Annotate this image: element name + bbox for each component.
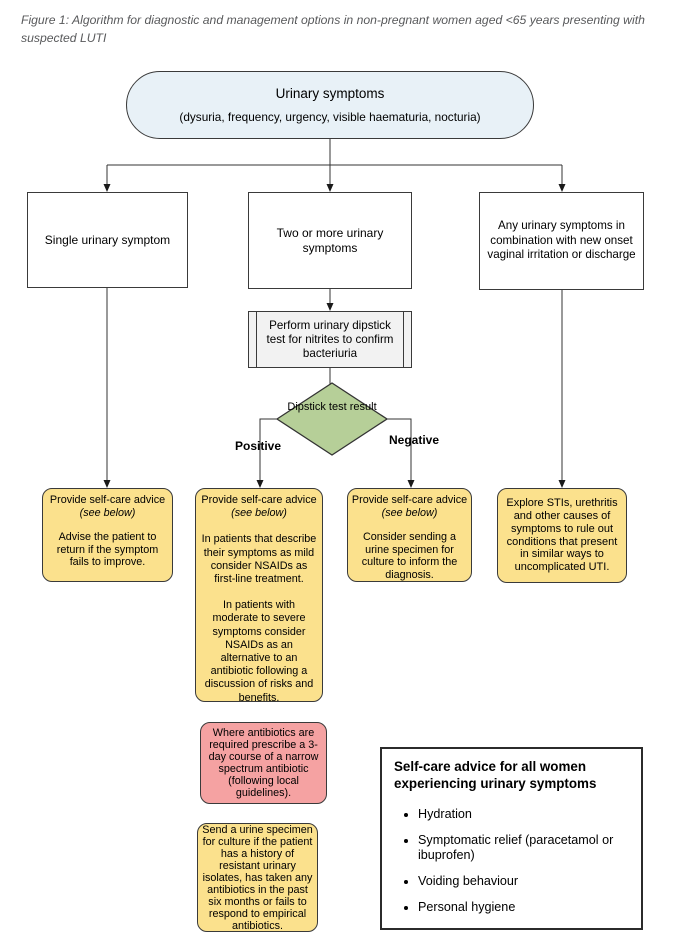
arrowhead [559,184,566,192]
outcome-single-advice-box [42,488,173,582]
start-node-subtitle: (dysuria, frequency, urgency, visible haematuria, nocturia) [179,110,481,124]
selfcare-panel-title: Self-care advice for all women experiencing urinary symptoms [394,759,597,791]
arrowhead [408,480,415,488]
selfcare-bullet-item: • Personal hygiene [418,900,631,915]
branch-single-symptom-box [27,192,188,288]
dipstick-process-box [248,311,412,368]
arrowhead [559,480,566,488]
start-node-urinary-symptoms [126,71,534,139]
outcome-body: In patients with moderate to severe symptoms consider NSAIDs as an alternative to an antibiotic following a discussion of risks and benefits. [204,599,314,704]
outcome-body: Advise the patient to return if the symptom fails to improve. [56,531,159,569]
branch-vaginal-irritation-label: Any urinary symptoms in combination with new onset vaginal irritation or discharge [487,219,636,262]
arrowhead [327,303,334,311]
selfcare-bullet-item: • Hydration [418,807,631,822]
arrowhead [104,480,111,488]
selfcare-bullet-item: • Voiding behaviour [418,874,631,889]
outcome-body: Consider sending a urine specimen for culture to inform the diagnosis. [361,531,458,581]
branch-multiple-symptoms-box [248,192,412,289]
arrowhead [104,184,111,192]
positive-branch-label: Positive [234,439,282,453]
outcome-subheading: (see below) [381,506,438,519]
outcome-subheading: (see below) [231,507,287,520]
outcome-heading: Provide self-care advice [351,494,468,506]
outcome-body: Explore STIs, urethritis and other causes of symptoms to rule out conditions that present in similar ways to uncomplicated UTI. [506,497,618,574]
start-node-title: Urinary symptoms [275,86,385,101]
outcome-heading: Provide self-care advice [201,494,317,506]
outcome-subheading: (see below) [79,506,136,519]
decision-diamond-label: Dipstick test result [287,401,377,413]
selfcare-bullet-item: • Symptomatic relief (paracetamol or ibuprofen) [418,833,631,863]
selfcare-advice-panel [380,747,643,930]
arrowhead [257,480,264,488]
figure-title: Figure 1: Algorithm for diagnostic and management options in non-pregnant women aged <65 years presenting with suspected LUTI [21,13,645,45]
outcome-body: In patients that describe their symptoms as mild consider NSAIDs as first-line treatment. [201,533,317,586]
urine-culture-note-text: Send a urine specimen for culture if the patient has a history of resistant urinary isolates, has taken any antibiotics in the past six months or fails to respond to empirical antibiotics. [202,823,313,932]
negative-branch-label: Negative [388,433,440,447]
dipstick-process-label: Perform urinary dipstick test for nitrites to confirm bacteriuria [266,318,394,360]
urine-culture-note-box [197,823,318,932]
branch-vaginal-irritation-box [479,192,644,290]
outcome-negative-advice-box [347,488,472,582]
outcome-vaginal-explore-box [497,488,627,583]
outcome-positive-advice-box [195,488,323,702]
branch-multiple-symptoms-label: Two or more urinary symptoms [276,225,384,255]
selfcare-bullet-list [394,807,631,915]
antibiotics-warning-text: Where antibiotics are required prescribe a 3-day course of a narrow spectrum antibiotic (following local guidelines). [208,727,319,799]
connector-negative [387,419,411,481]
branch-single-symptom-label: Single urinary symptom [44,232,171,247]
arrowhead [327,184,334,192]
outcome-heading: Provide self-care advice [49,494,166,506]
antibiotics-warning-box [200,722,327,804]
